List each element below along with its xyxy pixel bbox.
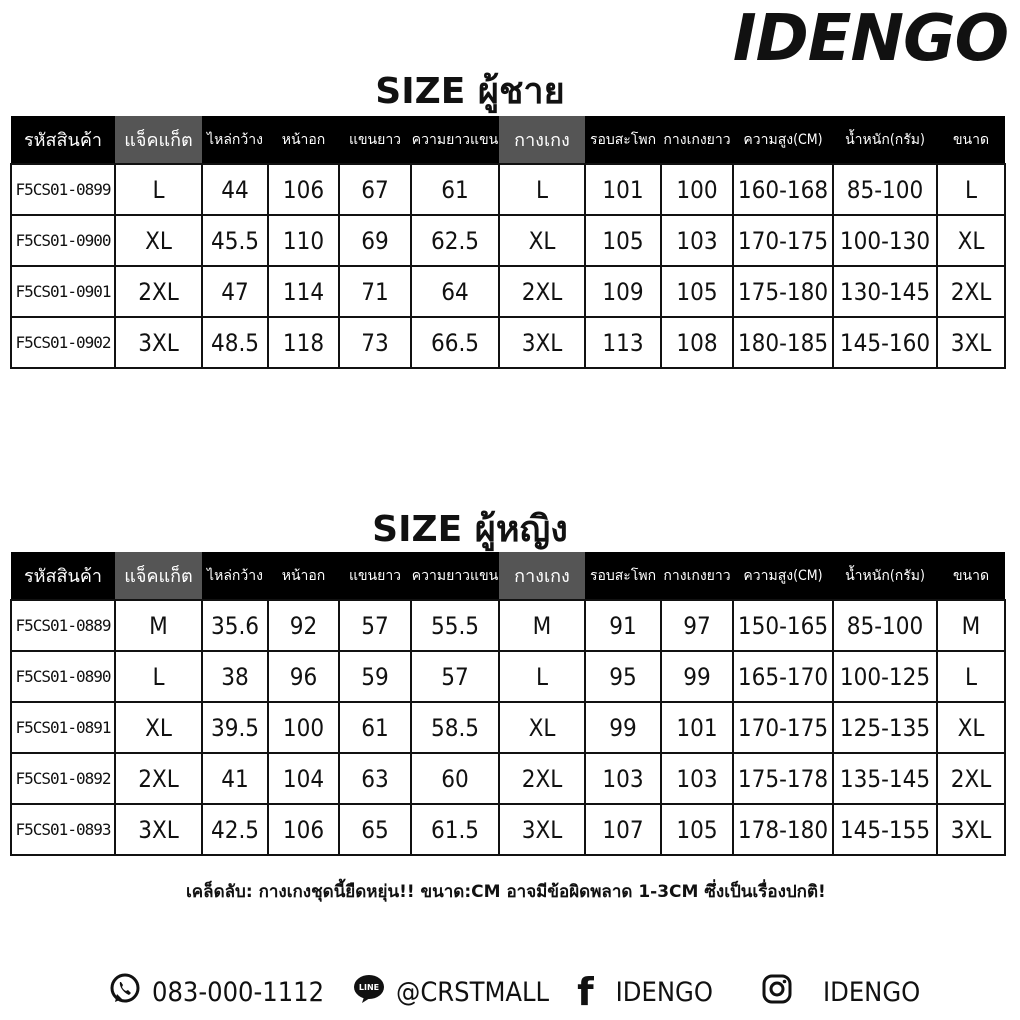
table-cell: 38 xyxy=(202,651,268,702)
table-cell: L xyxy=(115,651,202,702)
header-pants-length: กางเกงยาว xyxy=(661,116,733,164)
table-cell: L xyxy=(937,164,1005,215)
header-hip: รอบสะโพก xyxy=(585,552,661,600)
table-cell: 73 xyxy=(339,317,411,368)
table-cell: 105 xyxy=(585,215,661,266)
table-cell: 58.5 xyxy=(411,702,499,753)
women-header-row xyxy=(11,552,1005,600)
facebook-contact[interactable] xyxy=(577,970,713,1014)
table-cell: 103 xyxy=(661,215,733,266)
product-code-cell: F5CS01-0890 xyxy=(11,651,115,702)
header-weight: น้ำหนัก(กรัม) xyxy=(833,116,937,164)
table-cell: 66.5 xyxy=(411,317,499,368)
table-cell: 85-100 xyxy=(833,600,937,651)
table-cell: 69 xyxy=(339,215,411,266)
table-cell: 101 xyxy=(661,702,733,753)
product-code-cell: F5CS01-0902 xyxy=(11,317,115,368)
table-cell: 170-175 xyxy=(733,215,833,266)
table-cell: 3XL xyxy=(499,804,585,855)
table-cell: 63 xyxy=(339,753,411,804)
line-id: @CRSTMALL xyxy=(396,976,550,1008)
header-product-code: รหัสสินค้า xyxy=(11,116,115,164)
table-cell: 118 xyxy=(268,317,339,368)
whatsapp-icon xyxy=(108,972,142,1013)
line-icon xyxy=(352,972,386,1013)
table-cell: 100 xyxy=(661,164,733,215)
table-cell: 160-168 xyxy=(733,164,833,215)
table-cell: XL xyxy=(499,215,585,266)
table-cell: 100 xyxy=(268,702,339,753)
product-code-cell: F5CS01-0889 xyxy=(11,600,115,651)
header-hip: รอบสะโพก xyxy=(585,116,661,164)
table-cell: 2XL xyxy=(115,266,202,317)
table-cell: 130-145 xyxy=(833,266,937,317)
brand-logo: IDENGO xyxy=(732,2,1008,76)
table-cell: 170-175 xyxy=(733,702,833,753)
table-cell: L xyxy=(499,651,585,702)
table-cell: 178-180 xyxy=(733,804,833,855)
product-code-cell: F5CS01-0899 xyxy=(11,164,115,215)
table-cell: 108 xyxy=(661,317,733,368)
table-cell: XL xyxy=(937,215,1005,266)
table-cell: 57 xyxy=(339,600,411,651)
table-cell: 92 xyxy=(268,600,339,651)
table-cell: 3XL xyxy=(499,317,585,368)
instagram-account: IDENGO xyxy=(822,976,921,1008)
header-height: ความสูง(CM) xyxy=(733,116,833,164)
table-cell: 96 xyxy=(268,651,339,702)
table-cell: 47 xyxy=(202,266,268,317)
table-cell: 99 xyxy=(661,651,733,702)
table-cell: XL xyxy=(115,702,202,753)
phone-contact[interactable] xyxy=(108,972,324,1013)
table-cell: 175-178 xyxy=(733,753,833,804)
table-cell: 105 xyxy=(661,804,733,855)
table-cell: XL xyxy=(937,702,1005,753)
table-cell: 100-125 xyxy=(833,651,937,702)
product-code-cell: F5CS01-0893 xyxy=(11,804,115,855)
table-cell: 145-160 xyxy=(833,317,937,368)
table-cell: 61 xyxy=(339,702,411,753)
table-cell: M xyxy=(115,600,202,651)
table-cell: 2XL xyxy=(937,266,1005,317)
size-tip-note: เคล็ดลับ: กางเกงชุดนี้ยืดหยุ่น!! ขนาด:CM อาจมีข้อผิดพลาด 1-3CM ซึ่งเป็นเรื่องปกติ! xyxy=(186,882,826,902)
table-cell: 145-155 xyxy=(833,804,937,855)
table-cell: L xyxy=(499,164,585,215)
header-sleeve-length: ความยาวแขน xyxy=(411,116,499,164)
table-cell: 44 xyxy=(202,164,268,215)
table-cell: XL xyxy=(115,215,202,266)
table-row xyxy=(11,164,1005,215)
table-cell: 71 xyxy=(339,266,411,317)
table-cell: 62.5 xyxy=(411,215,499,266)
table-cell: 61 xyxy=(411,164,499,215)
header-pants: กางเกง xyxy=(499,552,585,600)
table-cell: 2XL xyxy=(937,753,1005,804)
table-cell: 113 xyxy=(585,317,661,368)
table-cell: 59 xyxy=(339,651,411,702)
table-cell: 114 xyxy=(268,266,339,317)
table-row xyxy=(11,266,1005,317)
table-row xyxy=(11,317,1005,368)
table-cell: 3XL xyxy=(115,317,202,368)
table-cell: M xyxy=(937,600,1005,651)
facebook-page: IDENGO xyxy=(615,976,713,1008)
table-cell: 135-145 xyxy=(833,753,937,804)
contact-footer xyxy=(108,970,948,1014)
phone-number: 083-000-1112 xyxy=(152,976,325,1008)
header-pants: กางเกง xyxy=(499,116,585,164)
table-cell: 65 xyxy=(339,804,411,855)
table-cell: XL xyxy=(499,702,585,753)
header-shoulder-width: ไหล่กว้าง xyxy=(202,552,268,600)
table-cell: 175-180 xyxy=(733,266,833,317)
table-cell: 3XL xyxy=(937,804,1005,855)
header-weight: น้ำหนัก(กรัม) xyxy=(833,552,937,600)
table-row xyxy=(11,702,1005,753)
header-jacket: แจ็คแก็ต xyxy=(115,552,202,600)
table-cell: L xyxy=(115,164,202,215)
table-cell: 3XL xyxy=(115,804,202,855)
table-cell: 104 xyxy=(268,753,339,804)
table-cell: 165-170 xyxy=(733,651,833,702)
women-size-table xyxy=(10,552,1006,856)
table-cell: 48.5 xyxy=(202,317,268,368)
header-size: ขนาด xyxy=(937,116,1005,164)
product-code-cell: F5CS01-0891 xyxy=(11,702,115,753)
product-code-cell: F5CS01-0901 xyxy=(11,266,115,317)
table-cell: 150-165 xyxy=(733,600,833,651)
table-cell: 35.6 xyxy=(202,600,268,651)
table-cell: 103 xyxy=(585,753,661,804)
table-cell: L xyxy=(937,651,1005,702)
table-cell: 106 xyxy=(268,164,339,215)
instagram-icon xyxy=(761,973,793,1012)
table-cell: M xyxy=(499,600,585,651)
table-cell: 100-130 xyxy=(833,215,937,266)
header-size: ขนาด xyxy=(937,552,1005,600)
table-cell: 85-100 xyxy=(833,164,937,215)
table-cell: 2XL xyxy=(499,266,585,317)
product-code-cell: F5CS01-0900 xyxy=(11,215,115,266)
header-sleeve-long: แขนยาว xyxy=(339,116,411,164)
table-cell: 2XL xyxy=(115,753,202,804)
table-cell: 41 xyxy=(202,753,268,804)
table-cell: 107 xyxy=(585,804,661,855)
table-cell: 39.5 xyxy=(202,702,268,753)
table-cell: 180-185 xyxy=(733,317,833,368)
table-cell: 103 xyxy=(661,753,733,804)
header-chest: หน้าอก xyxy=(268,552,339,600)
table-cell: 61.5 xyxy=(411,804,499,855)
women-size-title: SIZE ผู้หญิง xyxy=(372,509,568,550)
table-cell: 55.5 xyxy=(411,600,499,651)
facebook-icon: f xyxy=(577,970,594,1014)
table-cell: 105 xyxy=(661,266,733,317)
table-cell: 106 xyxy=(268,804,339,855)
product-code-cell: F5CS01-0892 xyxy=(11,753,115,804)
table-cell: 110 xyxy=(268,215,339,266)
header-shoulder-width: ไหล่กว้าง xyxy=(202,116,268,164)
line-contact[interactable] xyxy=(352,972,549,1013)
table-cell: 64 xyxy=(411,266,499,317)
table-cell: 99 xyxy=(585,702,661,753)
header-jacket: แจ็คแก็ต xyxy=(115,116,202,164)
table-cell: 2XL xyxy=(499,753,585,804)
table-row xyxy=(11,651,1005,702)
table-cell: 97 xyxy=(661,600,733,651)
header-product-code: รหัสสินค้า xyxy=(11,552,115,600)
table-cell: 57 xyxy=(411,651,499,702)
men-size-table xyxy=(10,116,1006,369)
line-icon-label: LINE xyxy=(358,982,380,992)
table-row xyxy=(11,600,1005,651)
header-sleeve-length: ความยาวแขน xyxy=(411,552,499,600)
instagram-contact[interactable] xyxy=(761,973,920,1012)
header-chest: หน้าอก xyxy=(268,116,339,164)
table-cell: 67 xyxy=(339,164,411,215)
header-height: ความสูง(CM) xyxy=(733,552,833,600)
men-size-title: SIZE ผู้ชาย xyxy=(375,71,565,112)
header-sleeve-long: แขนยาว xyxy=(339,552,411,600)
table-cell: 42.5 xyxy=(202,804,268,855)
table-cell: 125-135 xyxy=(833,702,937,753)
table-cell: 3XL xyxy=(937,317,1005,368)
table-row xyxy=(11,804,1005,855)
table-cell: 95 xyxy=(585,651,661,702)
header-pants-length: กางเกงยาว xyxy=(661,552,733,600)
men-header-row xyxy=(11,116,1005,164)
table-cell: 45.5 xyxy=(202,215,268,266)
table-row xyxy=(11,215,1005,266)
table-row xyxy=(11,753,1005,804)
table-cell: 109 xyxy=(585,266,661,317)
table-cell: 60 xyxy=(411,753,499,804)
table-cell: 101 xyxy=(585,164,661,215)
table-cell: 91 xyxy=(585,600,661,651)
